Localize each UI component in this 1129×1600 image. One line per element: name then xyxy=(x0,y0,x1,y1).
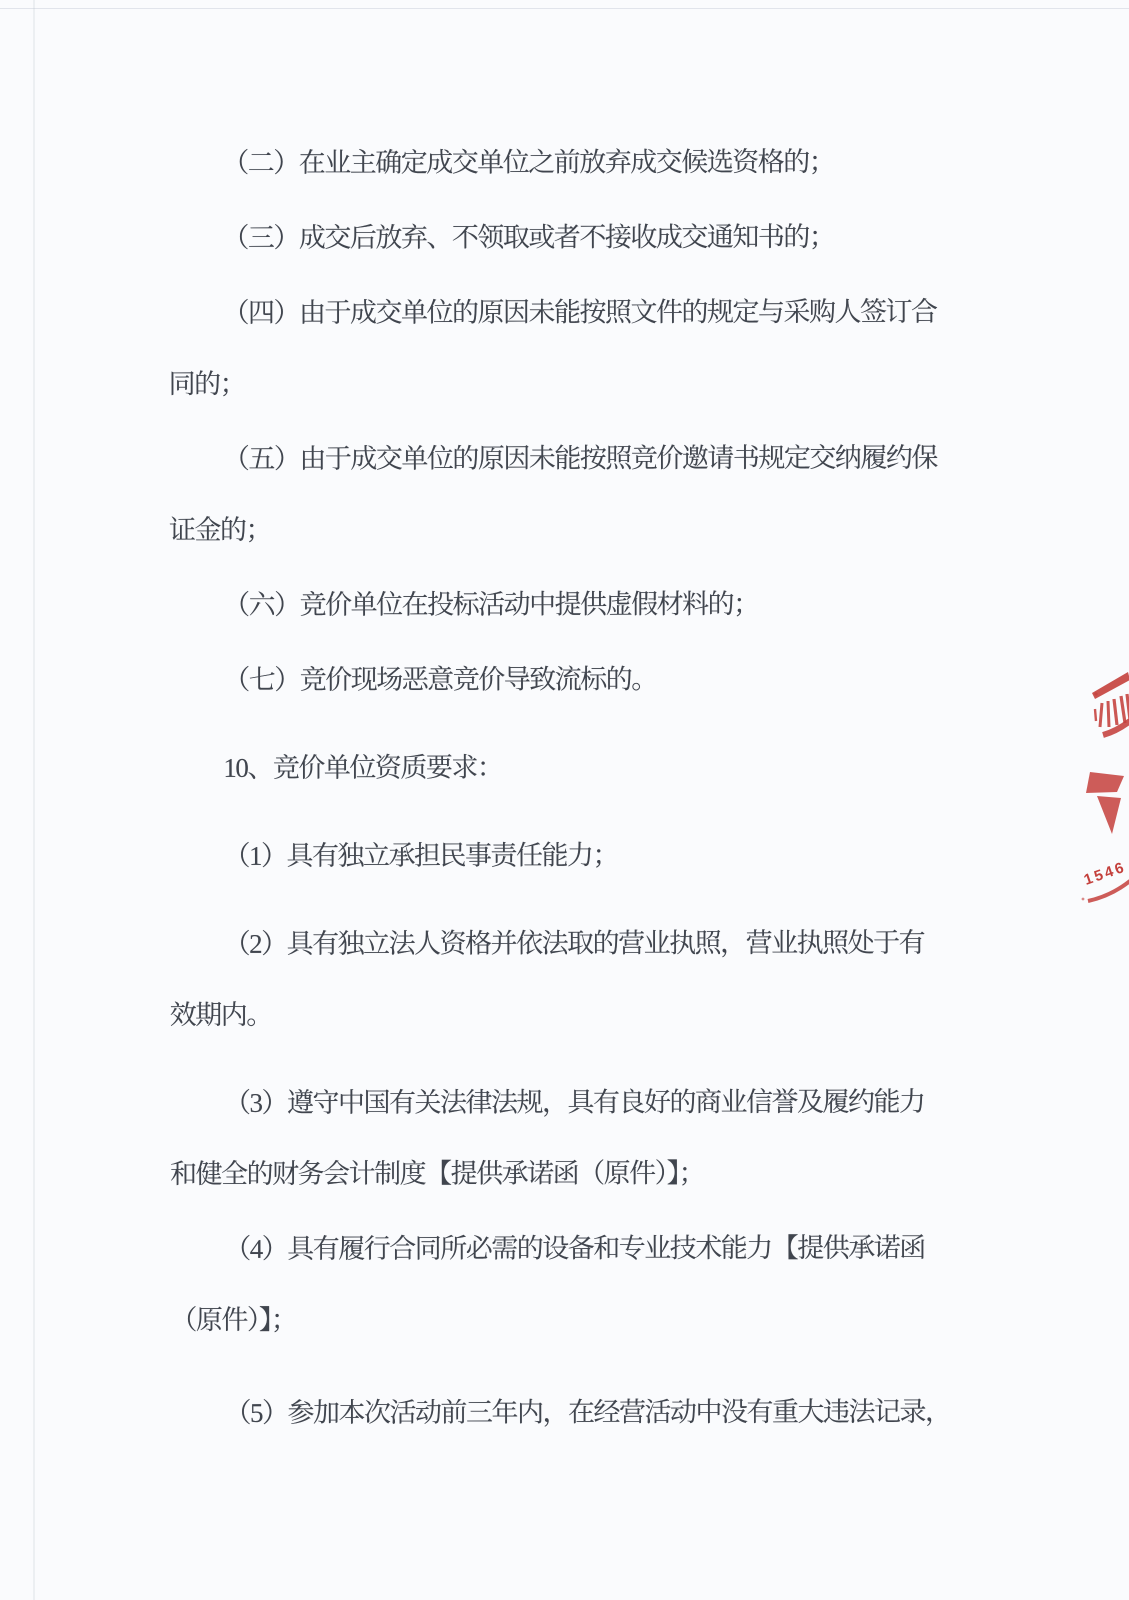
seal-star-fragment xyxy=(1086,772,1124,834)
paragraph: （四）由于成交单位的原因未能按照文件的规定与采购人签订合 同的； xyxy=(168,296,937,399)
seal-characters-fragment xyxy=(1092,672,1129,735)
paragraph: （2）具有独立法人资格并依法取的营业执照，营业执照处于有 效期内。 xyxy=(169,927,925,1030)
paragraph: （1）具有独立承担民事责任能力； xyxy=(223,840,619,871)
paragraph: （七）竞价现场恶意竞价导致流标的。 xyxy=(223,664,657,695)
document-body xyxy=(168,0,1129,1449)
paragraph: 10、竞价单位资质要求： xyxy=(223,752,503,783)
paragraph: （五）由于成交单位的原因未能按照竞价邀请书规定交纳履约保 证金的； xyxy=(168,442,937,545)
paragraph: （三）成交后放弃、不领取或者不接收成交通知书的； xyxy=(222,221,835,253)
red-seal-stamp xyxy=(1059,650,1129,910)
scan-artifact-vertical xyxy=(33,0,35,1600)
paragraph: （5）参加本次活动前三年内，在经营活动中没有重大违法记录， xyxy=(224,1396,951,1428)
seal-serial-number: 1546 xyxy=(1081,858,1129,889)
seal-ink-speck xyxy=(1082,898,1085,901)
paragraph: （六）竞价单位在投标活动中提供虚假材料的； xyxy=(223,588,759,620)
paragraph: （4）具有履行合同所必需的设备和专业技术能力【提供承诺函 （原件）】； xyxy=(170,1232,925,1335)
paragraph: （3）遵守中国有关法律法规，具有良好的商业信誉及履约能力 和健全的财务会计制度【提供承诺函（原件）】； xyxy=(170,1086,925,1189)
paragraph: （二）在业主确定成交单位之前放弃成交候选资格的； xyxy=(222,146,835,178)
